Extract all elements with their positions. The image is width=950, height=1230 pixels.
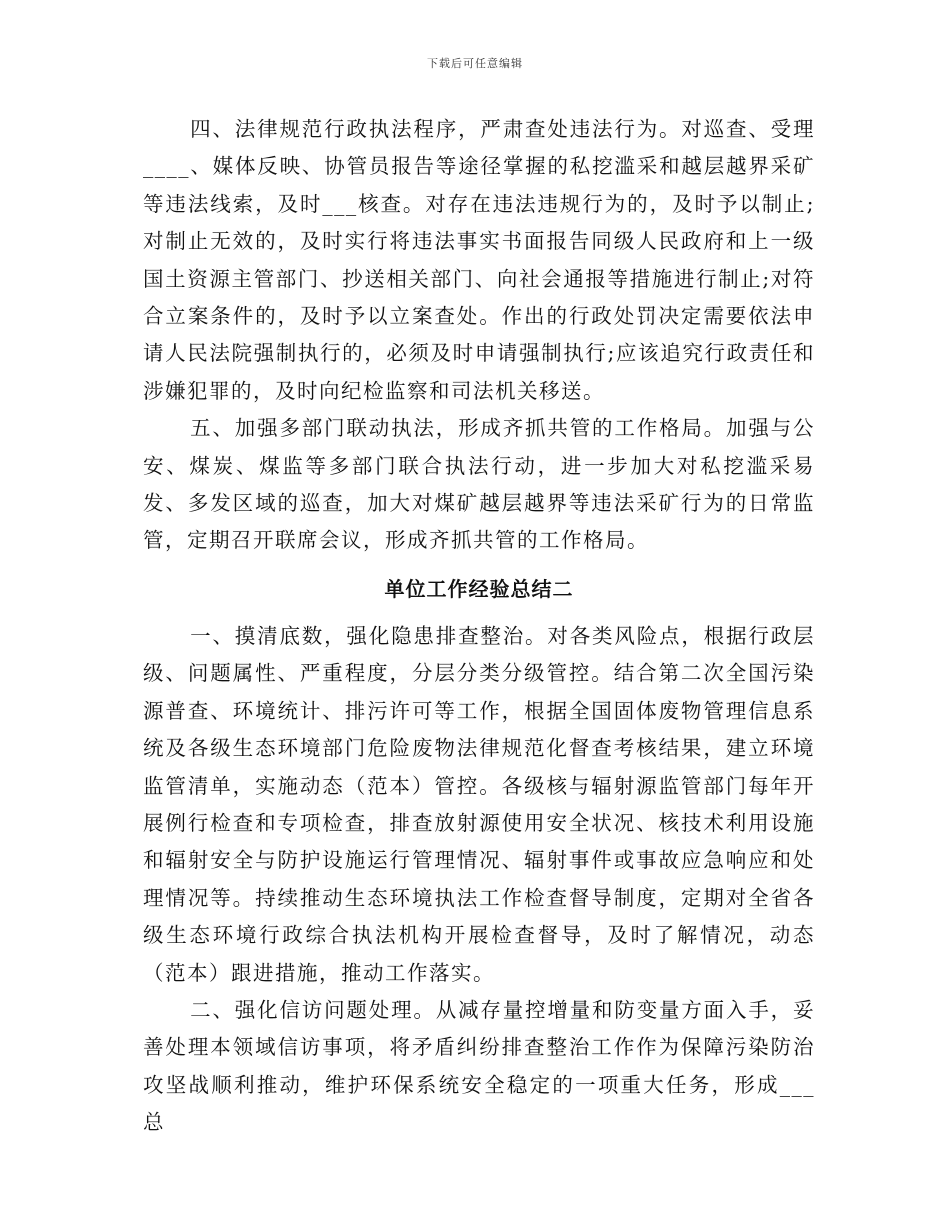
- paragraph-item-two: 二、强化信访问题处理。从减存量控增量和防变量方面入手，妥善处理本领域信访事项，将矛盾纠纷排查整治工作作为保障污染防治攻坚战顺利推动，维护环保系统安全稳定的一项重大任务，形成___总: [143, 997, 815, 1135]
- paragraph-section-five: 五、加强多部门联动执法，形成齐抓共管的工作格局。加强与公安、煤炭、煤监等多部门联合执法行动，进一步加大对私挖滥采易发、多发区域的巡查，加大对煤矿越层越界等违法采矿行为的日常监管，定期召开联席会议，形成齐抓共管的工作格局。: [143, 416, 815, 553]
- document-body: [143, 111, 815, 1142]
- page-header-note: 下载后可任意编辑: [427, 57, 523, 70]
- paragraph-section-four: 四、法律规范行政执法程序，严肃查处违法行为。对巡查、受理____、媒体反映、协管员报告等途径掌握的私挖滥采和越层越界采矿等违法线索，及时___核查。对存在违法违规行为的，及时予以制止;对制止无效的，及时实行将违法事实书面报告同级人民政府和上一级国土资源主管部门、抄送相关部门、向社会通报等措施进行制止;对符合立案条件的，及时予以立案查处。作出的行政处罚决定需要依法申请人民法院强制执行的，必须及时申请强制执行;应该追究行政责任和涉嫌犯罪的，及时向纪检监察和司法机关移送。: [143, 117, 815, 403]
- paragraph-item-one: 一、摸清底数，强化隐患排查整治。对各类风险点，根据行政层级、问题属性、严重程度，分层分类分级管控。结合第二次全国污染源普查、环境统计、排污许可等工作，根据全国固体废物管理信息系统及各级生态环境部门危险废物法律规范化督查考核结果，建立环境监管清单，实施动态（范本）管控。各级核与辐射源监管部门每年开展例行检查和专项检查，排查放射源使用安全状况、核技术利用设施和辐射安全与防护设施运行管理情况、辐射事件或事故应急响应和处理情况等。持续推动生态环境执法工作检查督导制度，定期对全省各级生态环境行政综合执法机构开展检查督导，及时了解情况，动态（范本）跟进措施，推动工作落实。: [143, 623, 815, 985]
- section-heading: 单位工作经验总结二: [384, 576, 574, 601]
